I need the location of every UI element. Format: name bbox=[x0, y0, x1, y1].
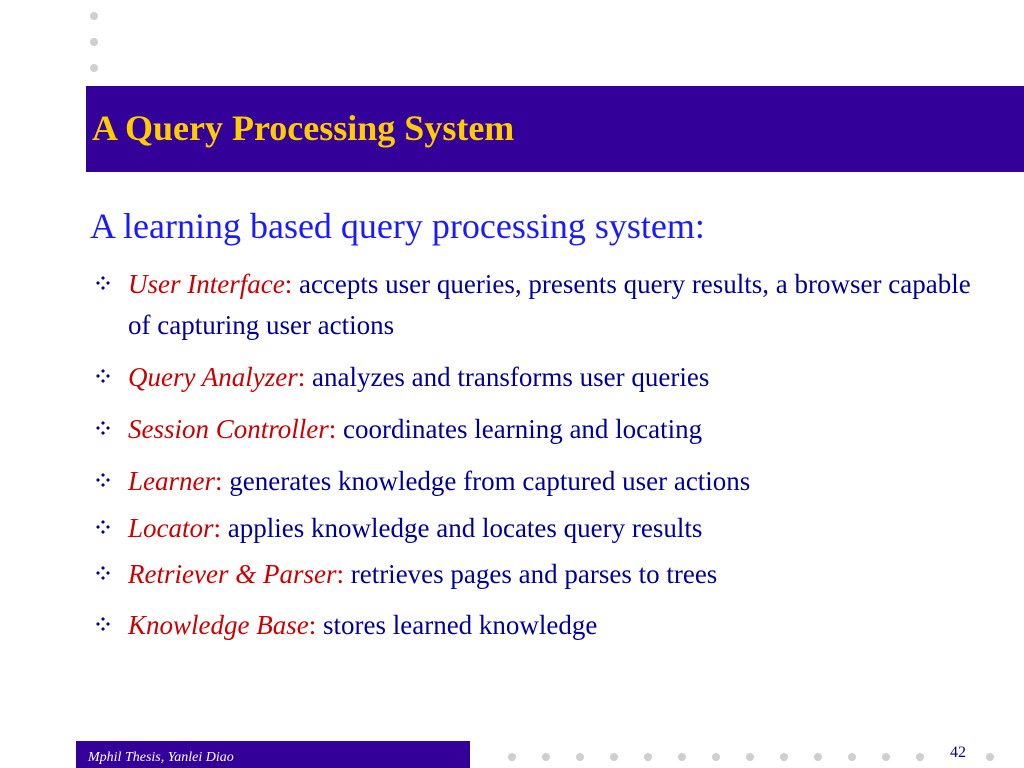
bullet-text: stores learned knowledge bbox=[316, 610, 598, 640]
decor-dot bbox=[814, 753, 822, 761]
bullet-text: retrieves pages and parses to trees bbox=[343, 559, 718, 589]
decor-dot bbox=[746, 753, 754, 761]
four-diamond-bullet-icon bbox=[96, 276, 110, 290]
four-diamond-bullet-icon bbox=[96, 369, 110, 383]
bullet-term: Learner bbox=[128, 466, 215, 496]
bullet-separator: : bbox=[336, 559, 344, 589]
bullet-text: analyzes and transforms user queries bbox=[305, 362, 710, 392]
decor-dot bbox=[780, 753, 788, 761]
four-diamond-bullet-icon bbox=[96, 566, 110, 580]
four-diamond-bullet-icon bbox=[96, 617, 110, 631]
bullet-text: generates knowledge from captured user actions bbox=[222, 466, 751, 496]
decor-dot bbox=[848, 753, 856, 761]
decor-dot bbox=[90, 64, 98, 72]
bullet-item bbox=[128, 554, 988, 595]
bullet-term: Retriever & Parser bbox=[128, 559, 337, 589]
bullet-text: applies knowledge and locates query results bbox=[221, 513, 703, 543]
decor-dot bbox=[508, 753, 516, 761]
bullet-separator: : bbox=[215, 466, 223, 496]
bullet-item bbox=[128, 605, 988, 646]
slide-intro: A learning based query processing system: bbox=[90, 206, 705, 246]
bullet-separator: : bbox=[297, 362, 306, 392]
page-number: 42 bbox=[950, 744, 966, 761]
bullet-separator: : bbox=[213, 513, 222, 543]
four-diamond-bullet-icon bbox=[96, 421, 110, 435]
bullet-text: accepts user queries, presents query results, a browser capable of capturing user actions bbox=[128, 269, 971, 340]
bullet-item bbox=[128, 461, 988, 502]
bullet-separator: : bbox=[328, 414, 337, 444]
decor-dot bbox=[90, 38, 98, 46]
footer-bar bbox=[76, 741, 470, 768]
bullet-term: Locator bbox=[128, 513, 214, 543]
bullet-item bbox=[128, 264, 988, 346]
title-bar bbox=[86, 86, 1024, 172]
decor-dot bbox=[916, 753, 924, 761]
bullet-term: Query Analyzer bbox=[128, 362, 298, 392]
decor-dot bbox=[644, 753, 652, 761]
bullet-separator: : bbox=[284, 269, 293, 299]
bullet-item bbox=[128, 409, 988, 450]
bullet-term: Knowledge Base bbox=[128, 610, 309, 640]
bullet-separator: : bbox=[308, 610, 317, 640]
bullet-text: coordinates learning and locating bbox=[336, 414, 703, 444]
decor-dot bbox=[576, 753, 584, 761]
decor-dot bbox=[986, 753, 994, 761]
decor-dot bbox=[610, 753, 618, 761]
bullet-item bbox=[128, 508, 988, 549]
bullet-item bbox=[128, 357, 988, 398]
decor-dot bbox=[90, 12, 98, 20]
decor-dot bbox=[882, 753, 890, 761]
decor-dot bbox=[542, 753, 550, 761]
footer-author: Mphil Thesis, Yanlei Diao bbox=[88, 750, 234, 765]
decor-dot bbox=[712, 753, 720, 761]
four-diamond-bullet-icon bbox=[96, 520, 110, 534]
bullet-term: Session Controller bbox=[128, 414, 329, 444]
decor-dot bbox=[678, 753, 686, 761]
bullet-term: User Interface bbox=[128, 269, 285, 299]
four-diamond-bullet-icon bbox=[96, 473, 110, 487]
slide-title: A Query Processing System bbox=[92, 108, 515, 148]
